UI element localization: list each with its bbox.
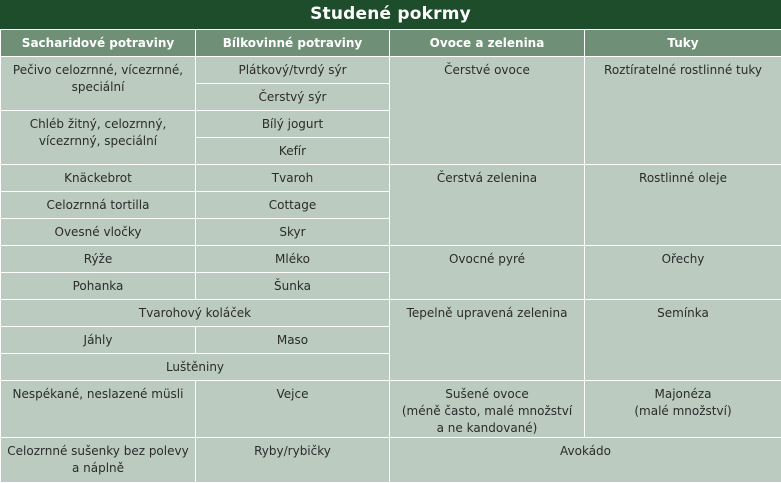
cell-chleb <box>1 111 196 165</box>
cell-jogurt: Bílý jogurt <box>196 111 390 138</box>
cell-chleb-line1: Chléb žitný, celozrnný, <box>5 116 191 133</box>
cell-pecivo <box>1 57 196 111</box>
cell-cerstve-ovoce: Čerstvé ovoce <box>390 57 585 165</box>
cell-ryby: Ryby/rybičky <box>196 438 390 483</box>
cell-vejce: Vejce <box>196 381 390 438</box>
table-row <box>1 165 781 192</box>
cell-susene-ovoce-line3: a ne kandované) <box>394 420 580 437</box>
cell-majoneza <box>585 381 781 438</box>
header-bilkoviny: Bílkovinné potraviny <box>196 30 390 57</box>
cell-sunka: Šunka <box>196 273 390 300</box>
cell-musli: Nespékané, neslazené müsli <box>1 381 196 438</box>
cell-susene-ovoce-line1: Sušené ovoce <box>394 386 580 403</box>
cell-cerstvy-syr: Čerstvý sýr <box>196 84 390 111</box>
cell-pecivo-line2: speciální <box>5 79 191 96</box>
cell-rostlinne-oleje: Rostlinné oleje <box>585 165 781 246</box>
cell-knackebrot: Knäckebrot <box>1 165 196 192</box>
cell-platkovy-syr: Plátkový/tvrdý sýr <box>196 57 390 84</box>
food-table <box>0 29 781 483</box>
cell-orechy: Ořechy <box>585 246 781 300</box>
table-row <box>1 438 781 483</box>
cell-majoneza-line2: (malé množství) <box>589 403 777 420</box>
cell-seminka: Semínka <box>585 300 781 381</box>
cell-roztiratelne-tuky: Roztíratelné rostlinné tuky <box>585 57 781 165</box>
header-sacharidy: Sacharidové potraviny <box>1 30 196 57</box>
cell-majoneza-line1: Majonéza <box>589 386 777 403</box>
cell-tvarohovy-kolacek: Tvarohový koláček <box>1 300 390 327</box>
cell-jahly: Jáhly <box>1 327 196 354</box>
table-row <box>1 300 781 327</box>
cell-vlocky: Ovesné vločky <box>1 219 196 246</box>
cell-susenky-line1: Celozrnné sušenky bez polevy <box>5 443 191 460</box>
cell-chleb-line2: vícezrnný, speciální <box>5 133 191 150</box>
table-title: Studené pokrmy <box>0 0 781 29</box>
cell-pecivo-line1: Pečivo celozrnné, vícezrnné, <box>5 62 191 79</box>
cell-skyr: Skyr <box>196 219 390 246</box>
cell-pohanka: Pohanka <box>1 273 196 300</box>
cell-kefir: Kefír <box>196 138 390 165</box>
cell-lusteniny: Luštěniny <box>1 354 390 381</box>
header-tuky: Tuky <box>585 30 781 57</box>
cell-mleko: Mléko <box>196 246 390 273</box>
header-row <box>1 30 781 57</box>
cell-tvaroh: Tvaroh <box>196 165 390 192</box>
cell-susene-ovoce <box>390 381 585 438</box>
cell-maso: Maso <box>196 327 390 354</box>
cell-tortilla: Celozrnná tortilla <box>1 192 196 219</box>
table-row <box>1 381 781 438</box>
cell-cottage: Cottage <box>196 192 390 219</box>
cell-upravena-zelenina: Tepelně upravená zelenina <box>390 300 585 381</box>
cell-susenky-line2: a náplně <box>5 460 191 477</box>
table-row <box>1 246 781 273</box>
header-ovoce-zelenina: Ovoce a zelenina <box>390 30 585 57</box>
table-row <box>1 57 781 84</box>
cell-cerstva-zelenina: Čerstvá zelenina <box>390 165 585 246</box>
cell-avokado: Avokádo <box>390 438 781 483</box>
cell-ovocne-pyre: Ovocné pyré <box>390 246 585 300</box>
cell-susenky <box>1 438 196 483</box>
cell-ryze: Rýže <box>1 246 196 273</box>
cell-susene-ovoce-line2: (méně často, malé množství <box>394 403 580 420</box>
